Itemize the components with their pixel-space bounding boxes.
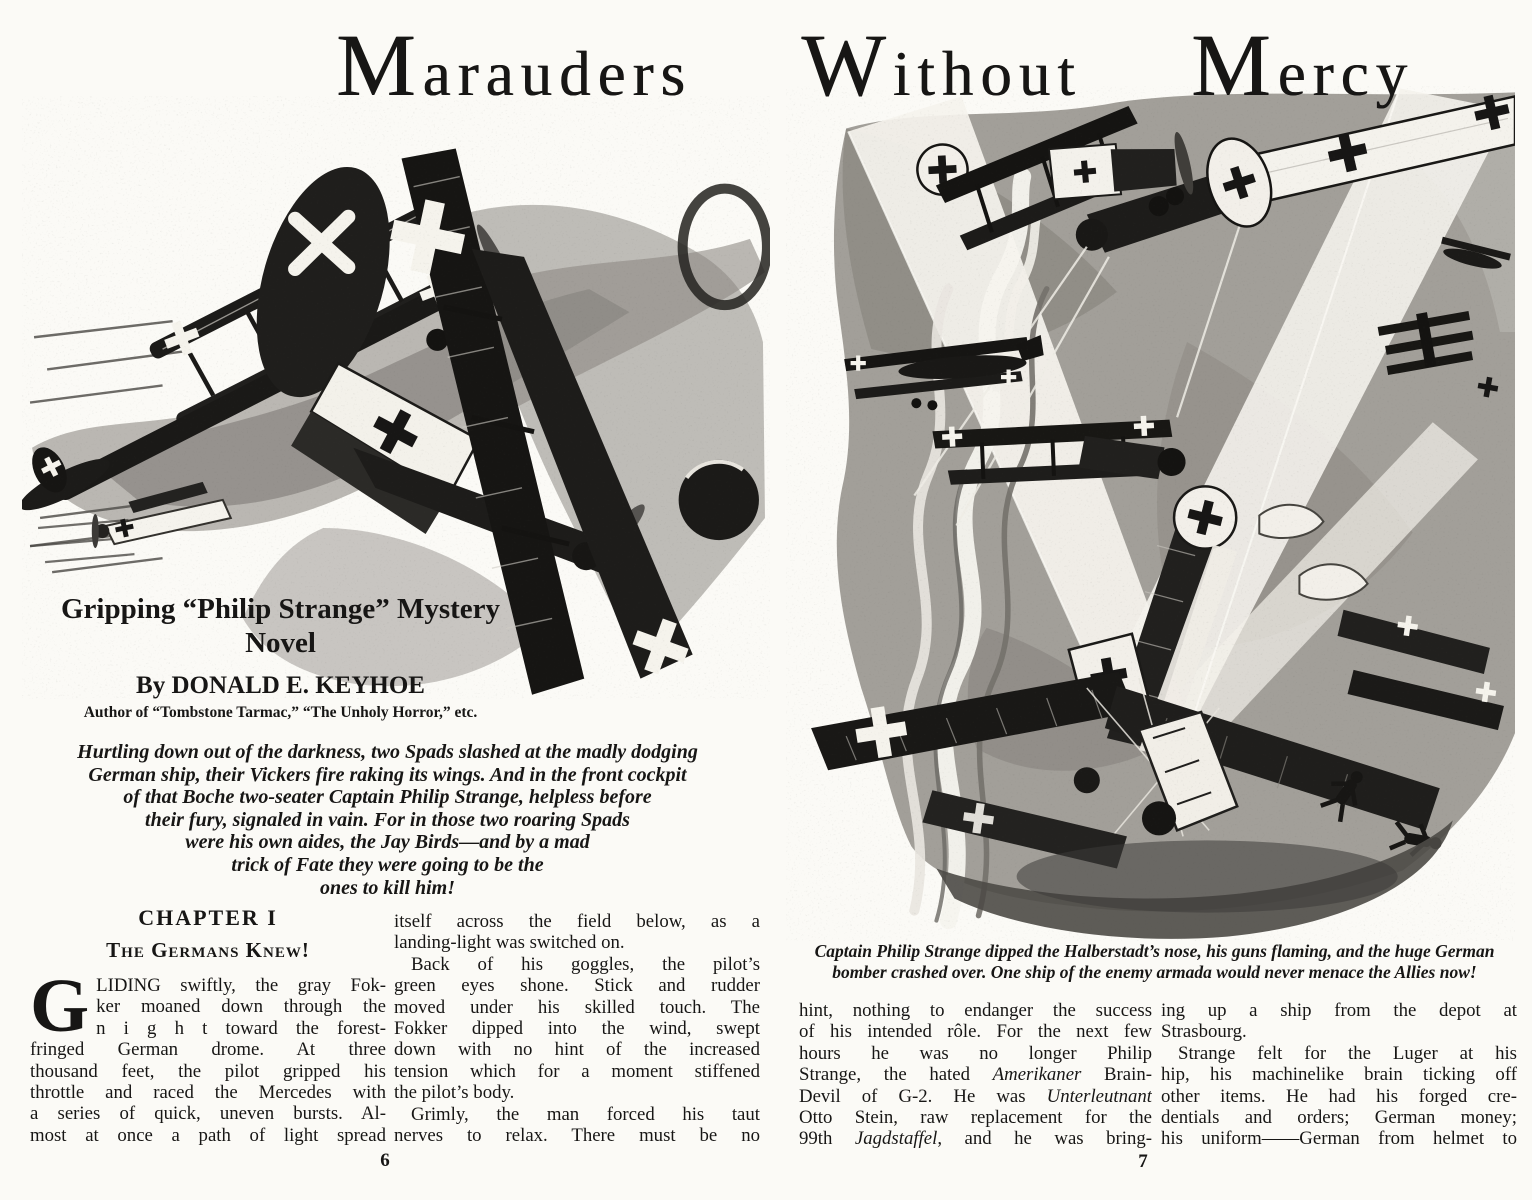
left-page-column-2 <box>394 911 760 1146</box>
text-line: nerves to relax. There must be no <box>394 1124 760 1146</box>
byline: By DONALD E. KEYHOE <box>136 672 425 699</box>
italic-text-segment: Jagdstaffel <box>854 1128 938 1150</box>
text-line: Fokker dipped into the wind, swept <box>394 1017 760 1039</box>
story-title <box>336 14 1414 117</box>
text-line: itself across the field below, as a <box>394 911 760 932</box>
blurb-line: German ship, their Vickers fire raking its wings. And in the front cockpit <box>88 763 687 786</box>
author-credit: Author of “Tombstone Tarmac,” “The Unholy Horror,” etc. <box>83 704 478 721</box>
italic-text-segment: Amerikaner <box>992 1064 1082 1086</box>
blurb-line: ones to kill him! <box>319 876 456 899</box>
text-segment: 99th <box>799 1128 855 1150</box>
text-line: hip, his machinelike brain ticking off <box>1161 1064 1517 1086</box>
text-line: most at once a path of light spread <box>30 1124 386 1146</box>
story-blurb <box>25 741 750 899</box>
text-line: down with no hint of the increased <box>394 1039 760 1061</box>
title-word: Without <box>801 16 1082 115</box>
text-line: landing-light was switched on. <box>394 932 625 954</box>
text-line <box>799 1086 1152 1107</box>
text-line <box>799 1064 1152 1085</box>
blurb-line: were his own aides, the Jay Birds—and by a mad <box>185 831 590 854</box>
caption-line: bomber crashed over. One ship of the enemy armada would never menace the Allies now! <box>832 962 1477 982</box>
kicker-line: Gripping “Philip Strange” Mystery <box>60 593 501 625</box>
chapter-heading: CHAPTER I <box>138 905 278 930</box>
illustration-caption <box>795 941 1514 983</box>
left-page-column-1 <box>30 964 386 1146</box>
text-line: dentials and orders; German money; <box>1161 1106 1517 1128</box>
text-line: hint, nothing to endanger the success <box>799 1000 1152 1021</box>
text-segment: Strange, the hated <box>799 1064 993 1086</box>
story-kicker <box>28 592 533 722</box>
text-line <box>799 1128 1152 1149</box>
blurb-line: Hurtling down out of the darkness, two Spads slashed at the madly dodging <box>77 741 698 763</box>
text-line: Strasbourg. <box>1161 1021 1247 1043</box>
chapter-subheading: The Germans Knew! <box>106 938 310 962</box>
text-line: Grimly, the man forced his taut <box>411 1103 760 1125</box>
caption-line: Captain Philip Strange dipped the Halberstadt’s nose, his guns flaming, and the huge German <box>814 941 1495 961</box>
text-segment: , and he was bring- <box>937 1128 1152 1150</box>
text-line: other items. He had his forged cre- <box>1161 1085 1517 1107</box>
title-word: Mercy <box>1191 16 1414 115</box>
text-line: thousand feet, the pilot gripped his <box>30 1060 386 1082</box>
text-line: hours he was no longer Philip <box>799 1042 1152 1064</box>
text-line: ing up a ship from the depot at <box>1161 1000 1517 1021</box>
text-line: the pilot’s body. <box>394 1082 515 1104</box>
text-line: his uniform——German from helmet to <box>1161 1128 1517 1150</box>
italic-text-segment: Unterleutnant <box>1046 1085 1152 1107</box>
text-line: fringed German drome. At three <box>30 1039 386 1061</box>
text-line: LIDING swiftly, the gray Fok- <box>96 975 386 996</box>
text-line: n i g h t toward the forest- <box>96 1017 386 1039</box>
text-line: of his intended rôle. For the next few <box>799 1021 1152 1043</box>
text-segment: Brain- <box>1081 1064 1152 1086</box>
text-line: Back of his goggles, the pilot’s <box>411 953 760 975</box>
text-line: a series of quick, uneven bursts. Al- <box>30 1103 386 1125</box>
text-line: tension which for a moment stiffened <box>394 1060 760 1082</box>
text-segment: Devil of G-2. He was <box>799 1085 1047 1107</box>
text-line: throttle and raced the Mercedes with <box>30 1081 386 1103</box>
kicker-line: Novel <box>245 627 316 659</box>
blurb-line: their fury, signaled in vain. For in those two roaring Spads <box>145 808 630 831</box>
drop-cap: G <box>30 964 90 1048</box>
right-page-column-2 <box>1161 1000 1517 1150</box>
page-number-left: 6 <box>380 1150 390 1171</box>
right-page-column-1 <box>799 1000 1152 1150</box>
scan-grain-overlay <box>786 86 1515 940</box>
blurb-line: of that Boche two-seater Captain Philip Strange, helpless before <box>123 786 652 809</box>
page-number-right: 7 <box>1138 1151 1148 1172</box>
text-line: green eyes shone. Stick and rudder <box>394 975 760 997</box>
title-word: Marauders <box>336 16 692 115</box>
right-crash-illustration <box>786 86 1515 941</box>
blurb-line: trick of Fate they were going to be the <box>231 853 544 876</box>
text-line: Otto Stein, raw replacement for the <box>799 1106 1152 1128</box>
text-line: ker moaned down through the <box>96 996 386 1018</box>
text-line: Strange felt for the Luger at his <box>1178 1042 1517 1064</box>
text-line: moved under his skilled touch. The <box>394 996 760 1018</box>
